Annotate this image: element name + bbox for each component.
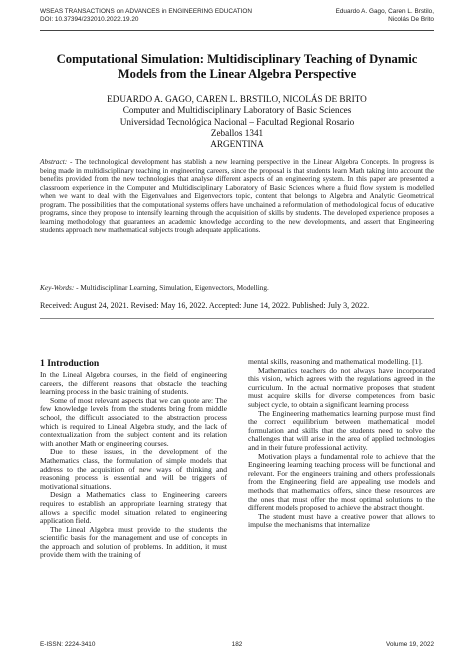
author-block — [40, 94, 434, 150]
abstract-label: Abstract: - — [40, 157, 73, 166]
paragraph: The Engineering mathematics learning purpose must find the correct equilibrium between mathematical model formulation and skills that the students need to solve the challenges that will arise in the area of applied technologies and in their future professional activity. — [248, 408, 435, 452]
section-heading: 1 Introduction — [40, 358, 100, 369]
paragraph: In the Lineal Algebra courses, in the field of engineering careers, the different reasons that obstacle the teaching learning process in the basic training of students. — [40, 370, 227, 397]
header-authors-line1: Eduardo A. Gago, Caren L. Brstilo, — [335, 8, 434, 15]
abstract — [40, 158, 434, 235]
keywords-label: Key-Words: - — [40, 283, 79, 292]
title-line-2: Models from the Linear Algebra Perspective — [117, 67, 357, 81]
right-column — [248, 358, 435, 530]
paragraph: The student must have a creative power that allows to impulse the mechanisms that internalize — [248, 511, 435, 530]
publication-dates: Received: August 24, 2021. Revised: May 16, 2022. Accepted: June 14, 2022. Published: July 3, 2022. — [40, 301, 370, 310]
section-divider — [40, 318, 434, 319]
affiliation-lab: Computer and Multidisciplinary Laboratory of Basic Sciences — [122, 105, 352, 116]
affiliation-country: ARGENTINA — [210, 139, 264, 150]
abstract-text: The technological development has stablish a new learning perspective in the Linear Algebra Concepts. In progress is being made in multidisciplinary teaching in engineering careers, since the proposal is that students learn Math taking into account the benefits provided from the new technologies that analyse different aspects of an engineering system. In this paper are presented a classroom experience in the Computer and Multidisciplinary Laboratory of Basic Sciences where a fluid flow system is modelled when we want to deal with the Eigenvalues and Eigenvectors topic, content that belongs to Algebra and Analytic Geometrical program. The possibilities that the computational systems offers have unchained a reformulation of methodological focus of educative programs, since they propose to intensify learning through the acquisition of skills by students. The developed experience proposes a learning methodology that guarantees an academic knowledge according to the new developments, and assert that Engineering students approach new mathematical subjects trough adequate applications. — [40, 157, 434, 234]
header-authors — [336, 8, 434, 24]
journal-name: WSEAS TRANSACTIONS on ADVANCES in ENGINEERING EDUCATION — [40, 8, 252, 15]
title-line-1: Computational Simulation: Multidisciplinary Teaching of Dynamic — [56, 52, 418, 66]
volume: Volume 19, 2022 — [386, 641, 434, 648]
paragraph: Some of most relevant aspects that we can quote are: The few knowledge levels from the students bring from middle school, the difficult associated to the abstraction process which is required to Lineal Algebra study, and the lack of contextualization from the subject content and its relation with another Math or engineering courses. — [40, 395, 227, 448]
journal-info — [40, 8, 252, 24]
affiliation-university: Universidad Tecnológica Nacional – Facultad Regional Rosario — [119, 116, 355, 127]
author-names: EDUARDO A. GAGO, CAREN L. BRSTILO, NICOLÁS DE BRITO — [107, 94, 367, 104]
affiliation-address: Zeballos 1341 — [210, 127, 264, 138]
paper-title — [40, 52, 434, 82]
page-footer — [40, 641, 434, 651]
doi: DOI: 10.37394/232010.2022.19.20 — [40, 16, 139, 23]
issn: E-ISSN: 2224-3410 — [40, 641, 96, 648]
paragraph: Due to these issues, in the development of the Mathematics class, the formulation of simple models that address to the acquisition of new ways of thinking and reasoning process is essential and will be triggers of motivational situations. — [40, 447, 227, 491]
paragraph: Mathematics teachers do not always have incorporated this vision, which agrees with the regulations agreed in the curriculum. In the actual normative proposes that student must acquire skills for diverse competences from basic subject cycle, to obtain a significant learning process — [248, 365, 435, 409]
running-header — [40, 8, 434, 30]
paragraph: Motivation plays a fundamental role to achieve that the Engineering learning teaching process will be functional and relevant. For the engineers training and others professionals from the Engineering field are appealing use models and methods that mathematics offers, since these resources are the ones that must offer the most optimal solutions to the different models proposed to achieve the abstract thought. — [248, 451, 435, 513]
header-divider — [40, 30, 434, 31]
header-authors-line2: Nicolás De Brito — [388, 16, 434, 23]
keywords-text: Multidisciplinar Learning, Simulation, Eigenvectors, Modelling. — [78, 283, 269, 292]
paragraph: The Lineal Algebra must provide to the students the scientific basis for the management and use of concepts in the approach and solution of problems. In addition, it must provide them with the training of — [40, 524, 227, 560]
keywords — [40, 284, 434, 293]
left-column — [40, 358, 227, 560]
paragraph: mental skills, reasoning and mathematical modelling. [1]. — [248, 357, 423, 366]
page-number: 182 — [231, 641, 243, 648]
paragraph: Design a Mathematics class to Engineering careers requires to establish an appropriate learning strategy that allows a specific model situation related to engineering application field. — [40, 490, 227, 526]
